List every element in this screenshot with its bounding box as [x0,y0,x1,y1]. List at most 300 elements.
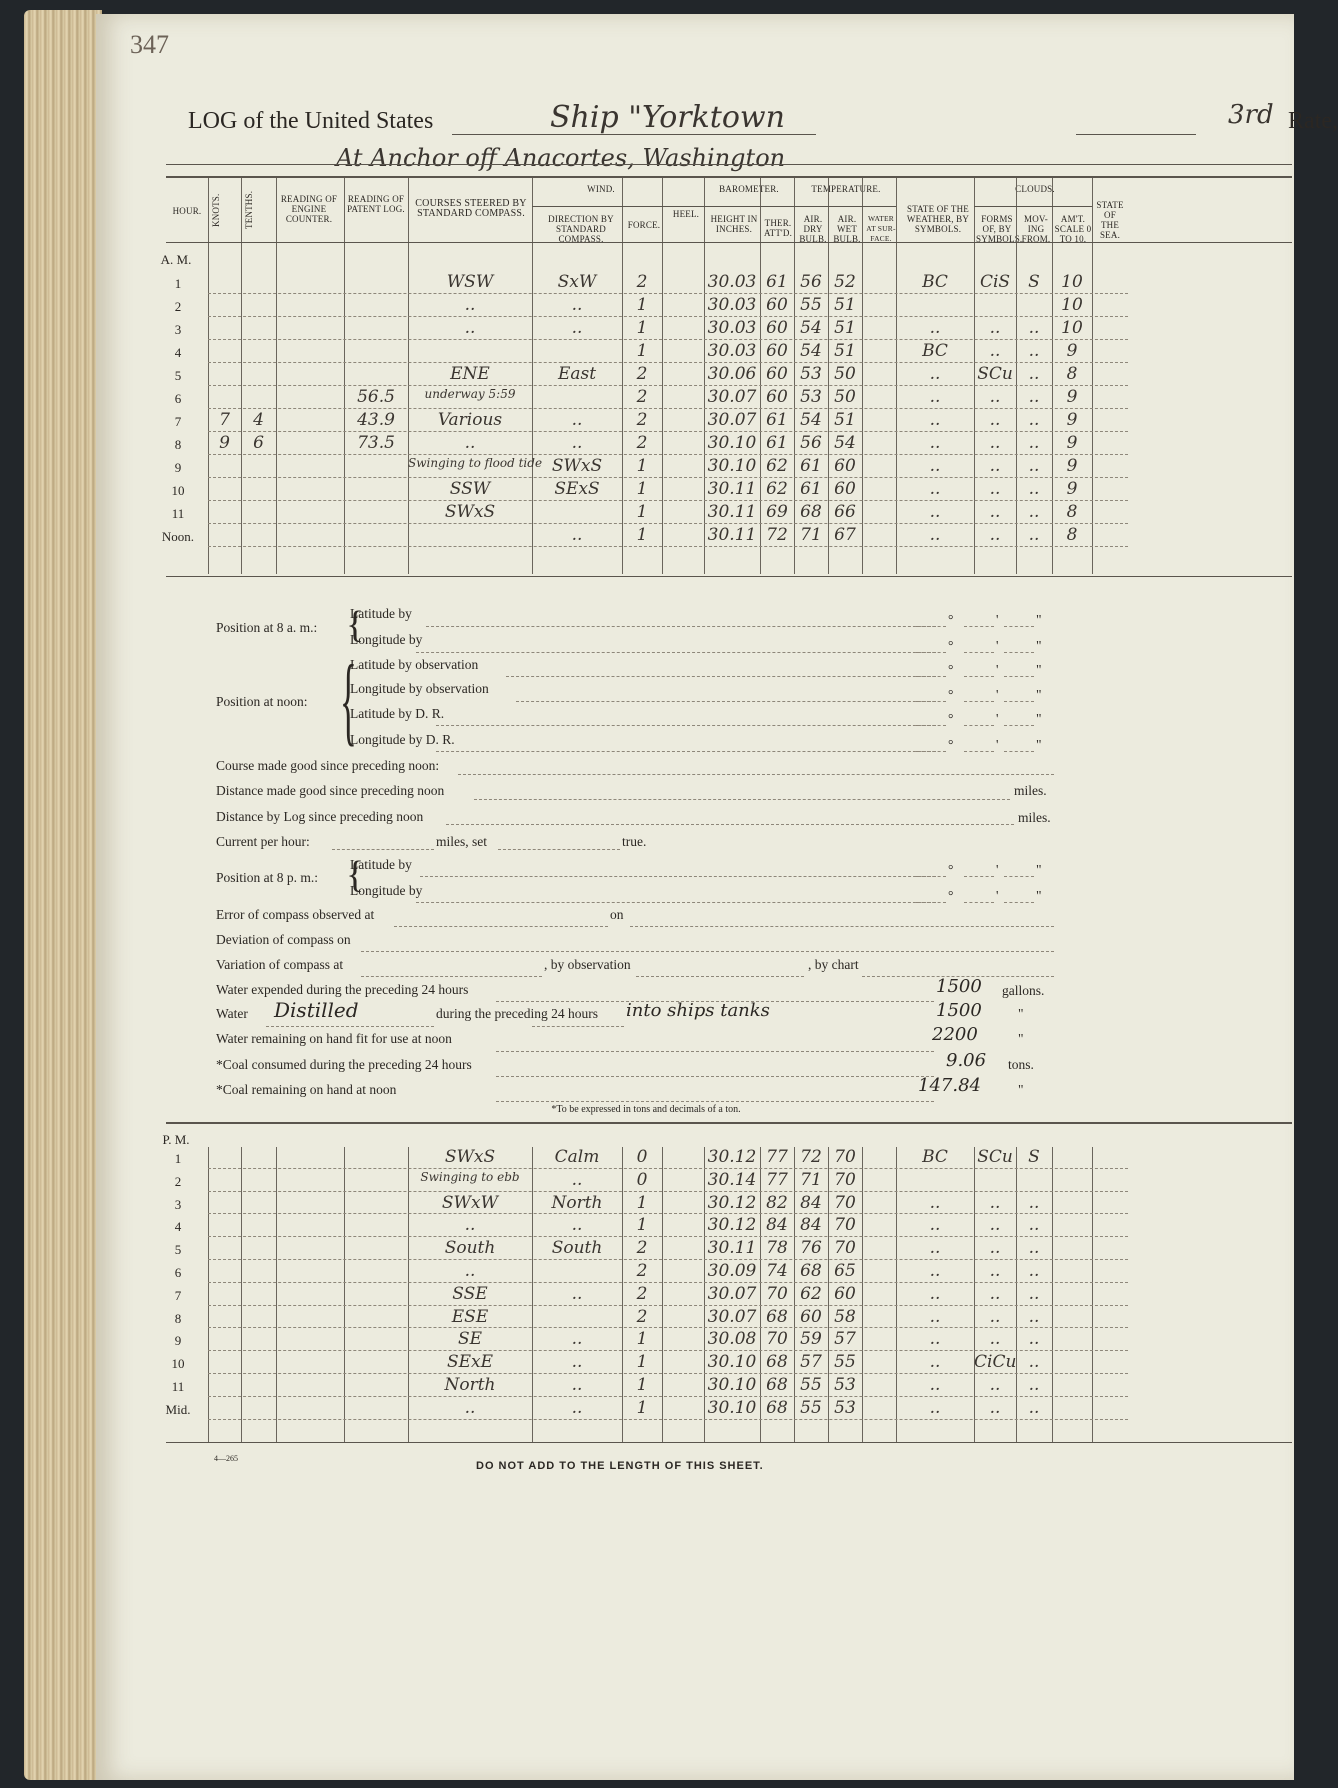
pm-ther-cell: 68 [766,1375,788,1395]
am-forms-cell: .. [989,456,1001,476]
pm-course-cell: .. [464,1215,476,1236]
pm-label: P. M. [162,1132,190,1147]
fill-line [496,1051,934,1052]
row-rule [208,1236,1128,1237]
header-courses: COURSES STEERED BY STANDARD COMPASS. [415,198,527,219]
pm-height-cell: 30.10 [707,1397,757,1418]
am-course-cell: SSW [449,479,491,499]
pm-hour-cell: 8 [174,1310,182,1326]
am-amount-cell: 10 [1061,272,1083,292]
pm-weather-cell: .. [929,1192,941,1213]
am-course-cell: WSW [446,272,494,292]
am-wet-cell: 51 [834,410,856,430]
am-wet-cell: 51 [834,295,856,315]
pm-moving-cell: .. [1028,1261,1040,1281]
header-knots: KNOTS. [211,193,221,227]
header-force: FORCE. [627,220,661,230]
pm-wet-cell: 57 [834,1329,856,1350]
fill-line [496,1001,934,1002]
pm-wet-cell: 65 [834,1261,856,1281]
am-force-cell: 2 [636,433,648,453]
row-rule [208,454,1128,455]
am-course-cell: .. [464,295,476,315]
am-wet-cell: 54 [834,433,856,453]
header-sea-state: STATE OF THE SEA. [1096,200,1124,240]
am-hour-cell: 1 [174,276,182,291]
pm-force-cell: 0 [636,1169,648,1190]
pm-moving-cell: .. [1028,1329,1040,1350]
pm-height-cell: 30.09 [707,1261,757,1281]
am-wind-cell: .. [571,318,583,338]
am-weather-cell: .. [929,525,941,545]
pm-hour-cell: 9 [174,1333,182,1349]
am-ther-cell: 62 [766,479,788,499]
header-cloud-amount: AM'T. SCALE 0 TO 10. [1054,214,1092,244]
am-amount-cell: 8 [1066,364,1078,384]
coal-consumed-value: 9.06 [946,1050,987,1071]
column-rule [974,178,975,272]
water-during-label: during the preceding 24 hours [436,1006,598,1021]
dms-mark: ° [948,687,954,702]
pm-hour-cell: 6 [174,1265,182,1280]
dms-fill-line [1004,626,1034,627]
am-forms-cell: .. [989,433,1001,453]
location-underline [166,164,1292,165]
pm-moving-cell: .. [1028,1215,1040,1236]
am-wet-cell: 51 [834,318,856,338]
header-group-rule [532,206,704,207]
pm-force-cell: 0 [636,1147,648,1167]
vessel-name: Ship "Yorktown [550,100,785,135]
am-dry-cell: 53 [800,387,822,407]
pm-moving-cell: .. [1028,1397,1040,1418]
am-amount-cell: 10 [1061,318,1083,338]
ditto-1: " [1018,1006,1024,1021]
pm-weather-cell: .. [929,1352,941,1373]
gallons-label: gallons. [1002,983,1045,998]
am-wet-cell: 66 [834,502,856,522]
am-wet-cell: 67 [834,525,856,545]
dms-mark: ° [948,662,954,677]
am-height-cell: 30.03 [707,272,757,292]
coal-consumed-label: *Coal consumed during the preceding 24 hours [216,1057,472,1072]
fill-line [630,926,1054,927]
variation-label: Variation of compass at [216,957,344,972]
am-moving-cell: .. [1028,456,1040,476]
pm-force-cell: 1 [636,1329,648,1350]
pos-8pm-label: Position at 8 p. m.: [216,870,319,885]
fill-line [394,926,608,927]
row-rule [208,385,1128,386]
am-hour-cell: 5 [174,368,182,383]
error-on-label: on [610,907,624,922]
course-good-label: Course made good since preceding noon: [216,758,440,773]
pm-moving-cell: .. [1028,1375,1040,1395]
dist-log-miles: miles. [1018,810,1051,825]
pm-forms-cell: .. [989,1329,1001,1350]
pm-course-cell: North [444,1375,496,1395]
pm-course-cell: Swinging to ebb [420,1169,520,1184]
column-rule [662,272,663,574]
pos-noon-label: Position at noon: [216,694,308,709]
pm-hour-cell: Mid. [165,1401,191,1417]
am-ther-cell: 61 [766,433,788,453]
pm-wind-cell: .. [571,1169,583,1190]
am-wet-cell: 52 [834,272,856,292]
dms-mark: ° [948,862,954,877]
pm-wind-cell: .. [571,1375,583,1395]
am-force-cell: 1 [636,479,648,499]
am-force-cell: 1 [636,341,648,361]
row-rule [208,1168,1128,1169]
pm-course-cell: SE [457,1329,483,1350]
dms-mark: ° [948,638,954,653]
pm-course-cell: ESE [451,1306,489,1327]
fill-line [361,951,1054,952]
row-rule [208,1327,1128,1328]
dms-mark: ° [948,888,954,903]
dms-mark: " [1036,662,1042,677]
header-heel: HEEL. [672,209,700,219]
dms-fill-line [1004,701,1034,702]
am-dry-cell: 54 [800,341,822,361]
header-engine-counter: READING OF ENGINE COUNTER. [280,194,338,224]
column-rule [1092,178,1093,272]
am-wet-cell: 50 [834,387,856,407]
pm-force-cell: 1 [636,1352,648,1373]
am-forms-cell: CiS [979,272,1011,292]
row-rule [208,1305,1128,1306]
am-hour-cell: 2 [174,299,182,314]
pm-hour-cell: 5 [174,1242,182,1258]
dms-mark: ' [996,737,999,752]
pm-moving-cell: .. [1028,1283,1040,1304]
row-rule [208,1419,1128,1420]
am-weather-cell: .. [929,502,941,522]
am-dry-cell: 53 [800,364,822,384]
pm-dry-cell: 84 [800,1192,822,1213]
pm-wet-cell: 70 [834,1215,856,1236]
table-top-rule [166,176,1292,178]
current-true: true. [622,834,647,849]
am-moving-cell: .. [1028,318,1040,338]
am-force-cell: 2 [636,272,648,292]
dms-fill-line [916,626,946,627]
pm-course-cell: SSE [452,1283,488,1304]
rate-underline [1076,134,1196,135]
am-amount-cell: 10 [1061,295,1083,315]
am-hour-cell: 3 [174,322,182,337]
pm-course-cell: SExE [446,1352,494,1373]
pm-moving-cell: .. [1028,1306,1040,1327]
current-label: Current per hour: [216,834,310,849]
am-course-cell: Various [437,410,503,430]
page-number: 347 [130,30,169,59]
dms-mark: " [1036,612,1042,627]
row-rule [208,1350,1128,1351]
pm-weather-cell: .. [929,1306,941,1327]
ditto-2: " [1018,1031,1024,1046]
dist-log-label: Distance by Log since preceding noon [216,809,424,824]
water-expended-label: Water expended during the preceding 24 hours [216,982,469,997]
pm-dry-cell: 60 [800,1306,822,1327]
pm-force-cell: 2 [636,1238,648,1259]
pm-height-cell: 30.12 [707,1192,757,1213]
current-miles-set: miles, set [436,834,487,849]
log-title [188,100,1338,146]
am-course-cell: SWxS [444,502,496,522]
am-moving-cell: S [1028,272,1040,292]
pm-hour-cell: 4 [174,1219,182,1235]
am-wet-cell: 50 [834,364,856,384]
lon-obs-label: Longitude by observation [350,681,489,696]
pm-wet-cell: 53 [834,1375,856,1395]
pm-wind-cell: .. [571,1397,583,1418]
am-amount-cell: 8 [1066,502,1078,522]
am-height-cell: 30.11 [707,525,757,545]
am-forms-cell: .. [989,410,1001,430]
pm-dry-cell: 57 [800,1352,822,1373]
fill-line [516,701,936,702]
fill-line [506,676,936,677]
am-height-cell: 30.07 [707,387,757,407]
am-amount-cell: 9 [1066,387,1078,407]
am-wet-cell: 60 [834,479,856,499]
pm-ther-cell: 78 [766,1238,788,1259]
row-rule [208,1282,1128,1283]
pm-height-cell: 30.10 [707,1352,757,1373]
am-height-cell: 30.10 [707,433,757,453]
ditto-3: " [1018,1082,1024,1097]
am-amount-cell: 8 [1066,525,1078,545]
am-moving-cell: .. [1028,387,1040,407]
pm-ther-cell: 82 [766,1192,788,1213]
pm-wet-cell: 53 [834,1397,856,1418]
pm-wet-cell: 70 [834,1192,856,1213]
fill-line [426,626,936,627]
am-dry-cell: 61 [800,456,822,476]
row-rule [208,408,1128,409]
pm-dry-cell: 76 [800,1238,822,1259]
dms-fill-line [916,876,946,877]
dms-fill-line [916,676,946,677]
am-amount-cell: 9 [1066,456,1078,476]
fill-line [498,849,620,850]
row-rule [208,293,1128,294]
water-expended-value: 1500 [936,976,982,997]
pm-top-rule [166,1122,1292,1124]
pm-dry-cell: 72 [800,1147,822,1167]
pm-height-cell: 30.07 [707,1306,757,1327]
lon-dr-label: Longitude by D. R. [350,732,455,747]
pm-dry-cell: 68 [800,1261,822,1281]
am-forms-cell: .. [989,318,1001,338]
pm-hour-cell: 3 [174,1196,182,1212]
am-forms-cell: .. [989,479,1001,499]
header-cloud-forms: FORMS OF, BY SYMBOLS. [976,214,1023,244]
pm-force-cell: 2 [636,1261,648,1281]
water-into-tanks: into ships tanks [626,1000,770,1021]
fill-line [496,1101,934,1102]
pm-ther-cell: 68 [766,1397,788,1418]
fill-line [436,725,936,726]
fill-line [496,1076,934,1077]
dms-mark: ° [948,612,954,627]
am-forms-cell: .. [989,341,1001,361]
pm-hour-cell: 2 [174,1173,182,1189]
pm-forms-cell: .. [989,1283,1001,1304]
pm-wind-cell: South [551,1238,603,1259]
pm-moving-cell: .. [1028,1352,1040,1373]
pm-dry-cell: 55 [800,1397,822,1418]
dms-fill-line [964,725,994,726]
pm-force-cell: 1 [636,1397,648,1418]
am-height-cell: 30.06 [707,364,757,384]
am-moving-cell: .. [1028,433,1040,453]
pm-hour-cell: 7 [174,1287,182,1303]
am-knots-cell: 9 [219,433,230,453]
header-water-surface: WATER AT SUR-FACE. [866,214,896,243]
am-wet-cell: 51 [834,341,856,361]
column-rule [241,178,242,272]
pm-ther-cell: 77 [766,1147,788,1167]
book-page-edges [24,10,102,1780]
footnote: *To be expressed in tons and decimals of a ton. [551,1104,741,1115]
fill-line [446,824,1014,825]
log-page [96,14,1338,1780]
row-rule [208,477,1128,478]
pm-dry-cell: 62 [800,1283,822,1304]
dms-fill-line [964,751,994,752]
pm-weather-cell: .. [929,1375,941,1395]
pm-ther-cell: 77 [766,1169,788,1190]
pm-hour-cell: 1 [174,1151,182,1166]
lon-8pm-label: Longitude by [350,883,423,898]
dms-mark: " [1036,888,1042,903]
pm-course-cell: .. [464,1261,476,1281]
pm-force-cell: 1 [636,1375,648,1395]
pm-hour-cell: 10 [171,1356,185,1372]
footer-notice: DO NOT ADD TO THE LENGTH OF THIS SHEET. [476,1460,764,1472]
header-barometer: BAROMETER. [719,184,779,194]
pm-course-cell: South [444,1238,496,1259]
by-chart-label: , by chart [808,957,859,972]
header-cloud-moving: MOV-ING FROM. [1021,214,1051,244]
am-force-cell: 2 [636,387,648,407]
fill-line [332,849,434,850]
am-height-cell: 30.11 [707,479,757,499]
dms-fill-line [964,676,994,677]
pm-weather-cell: .. [929,1397,941,1418]
pm-ther-cell: 84 [766,1215,788,1236]
am-amount-cell: 9 [1066,479,1078,499]
water-kind-value: Distilled [274,998,359,1022]
am-dry-cell: 56 [800,433,822,453]
am-wind-cell: SWxS [551,456,603,476]
lat-dr-label: Latitude by D. R. [350,706,445,721]
pm-wind-cell: Calm [554,1147,600,1167]
pm-dry-cell: 71 [800,1169,822,1190]
by-observation-label: , by observation [544,957,631,972]
fill-line [458,774,1054,775]
pm-dry-cell: 55 [800,1375,822,1395]
am-force-cell: 1 [636,502,648,522]
pm-height-cell: 30.08 [707,1329,757,1350]
fill-line [266,1026,434,1027]
column-rule [828,178,829,272]
header-wind-direction: DIRECTION BY STANDARD COMPASS. [548,214,614,244]
pm-weather-cell: BC [922,1147,948,1167]
am-force-cell: 2 [636,410,648,430]
am-amount-cell: 9 [1066,410,1078,430]
row-rule [208,500,1128,501]
am-force-cell: 1 [636,295,648,315]
am-weather-cell: .. [929,410,941,430]
column-rule [208,178,209,272]
am-dry-cell: 54 [800,318,822,338]
dms-fill-line [916,701,946,702]
pm-wet-cell: 70 [834,1147,856,1167]
am-force-cell: 2 [636,364,648,384]
dms-fill-line [916,725,946,726]
pm-wind-cell: .. [571,1283,583,1304]
am-ther-cell: 60 [766,341,788,361]
pm-wind-cell: North [551,1192,603,1213]
pm-force-cell: 1 [636,1192,648,1213]
column-rule [408,178,409,272]
am-amount-cell: 9 [1066,341,1078,361]
pm-forms-cell: .. [989,1306,1001,1327]
row-rule [208,1396,1128,1397]
pm-hour-cell: 11 [171,1379,185,1394]
row-rule [208,362,1128,363]
am-height-cell: 30.03 [707,318,757,338]
am-dry-cell: 68 [800,502,822,522]
water-remaining-label: Water remaining on hand fit for use at noon [216,1031,452,1046]
brace-8pm: { [346,854,365,896]
header-group-rule [704,206,794,207]
pm-forms-cell: SCu [977,1147,1013,1167]
pm-height-cell: 30.11 [707,1238,757,1259]
dms-mark: ' [996,862,999,877]
am-tenths-cell: 6 [253,433,264,453]
am-height-cell: 30.03 [707,295,757,315]
dms-mark: ' [996,662,999,677]
fill-line [636,976,804,977]
error-label: Error of compass observed at [216,907,375,922]
am-weather-cell: .. [929,364,941,384]
fill-line [361,976,542,977]
am-amount-cell: 9 [1066,433,1078,453]
am-moving-cell: .. [1028,364,1040,384]
row-rule [208,1191,1128,1192]
header-wind: WIND. [587,184,615,194]
am-ther-cell: 72 [766,525,788,545]
pm-height-cell: 30.07 [707,1283,757,1304]
am-course-cell: underway 5:59 [424,387,516,401]
rate-number: 3rd [1228,100,1274,130]
fill-line [474,799,1010,800]
am-ther-cell: 62 [766,456,788,476]
am-label: A. M. [160,252,192,267]
water-label: Water [216,1006,248,1021]
pm-wet-cell: 70 [834,1238,856,1259]
dms-fill-line [964,626,994,627]
am-weather-cell: BC [922,341,948,361]
am-dry-cell: 56 [800,272,822,292]
am-height-cell: 30.11 [707,502,757,522]
am-force-cell: 1 [636,525,648,545]
